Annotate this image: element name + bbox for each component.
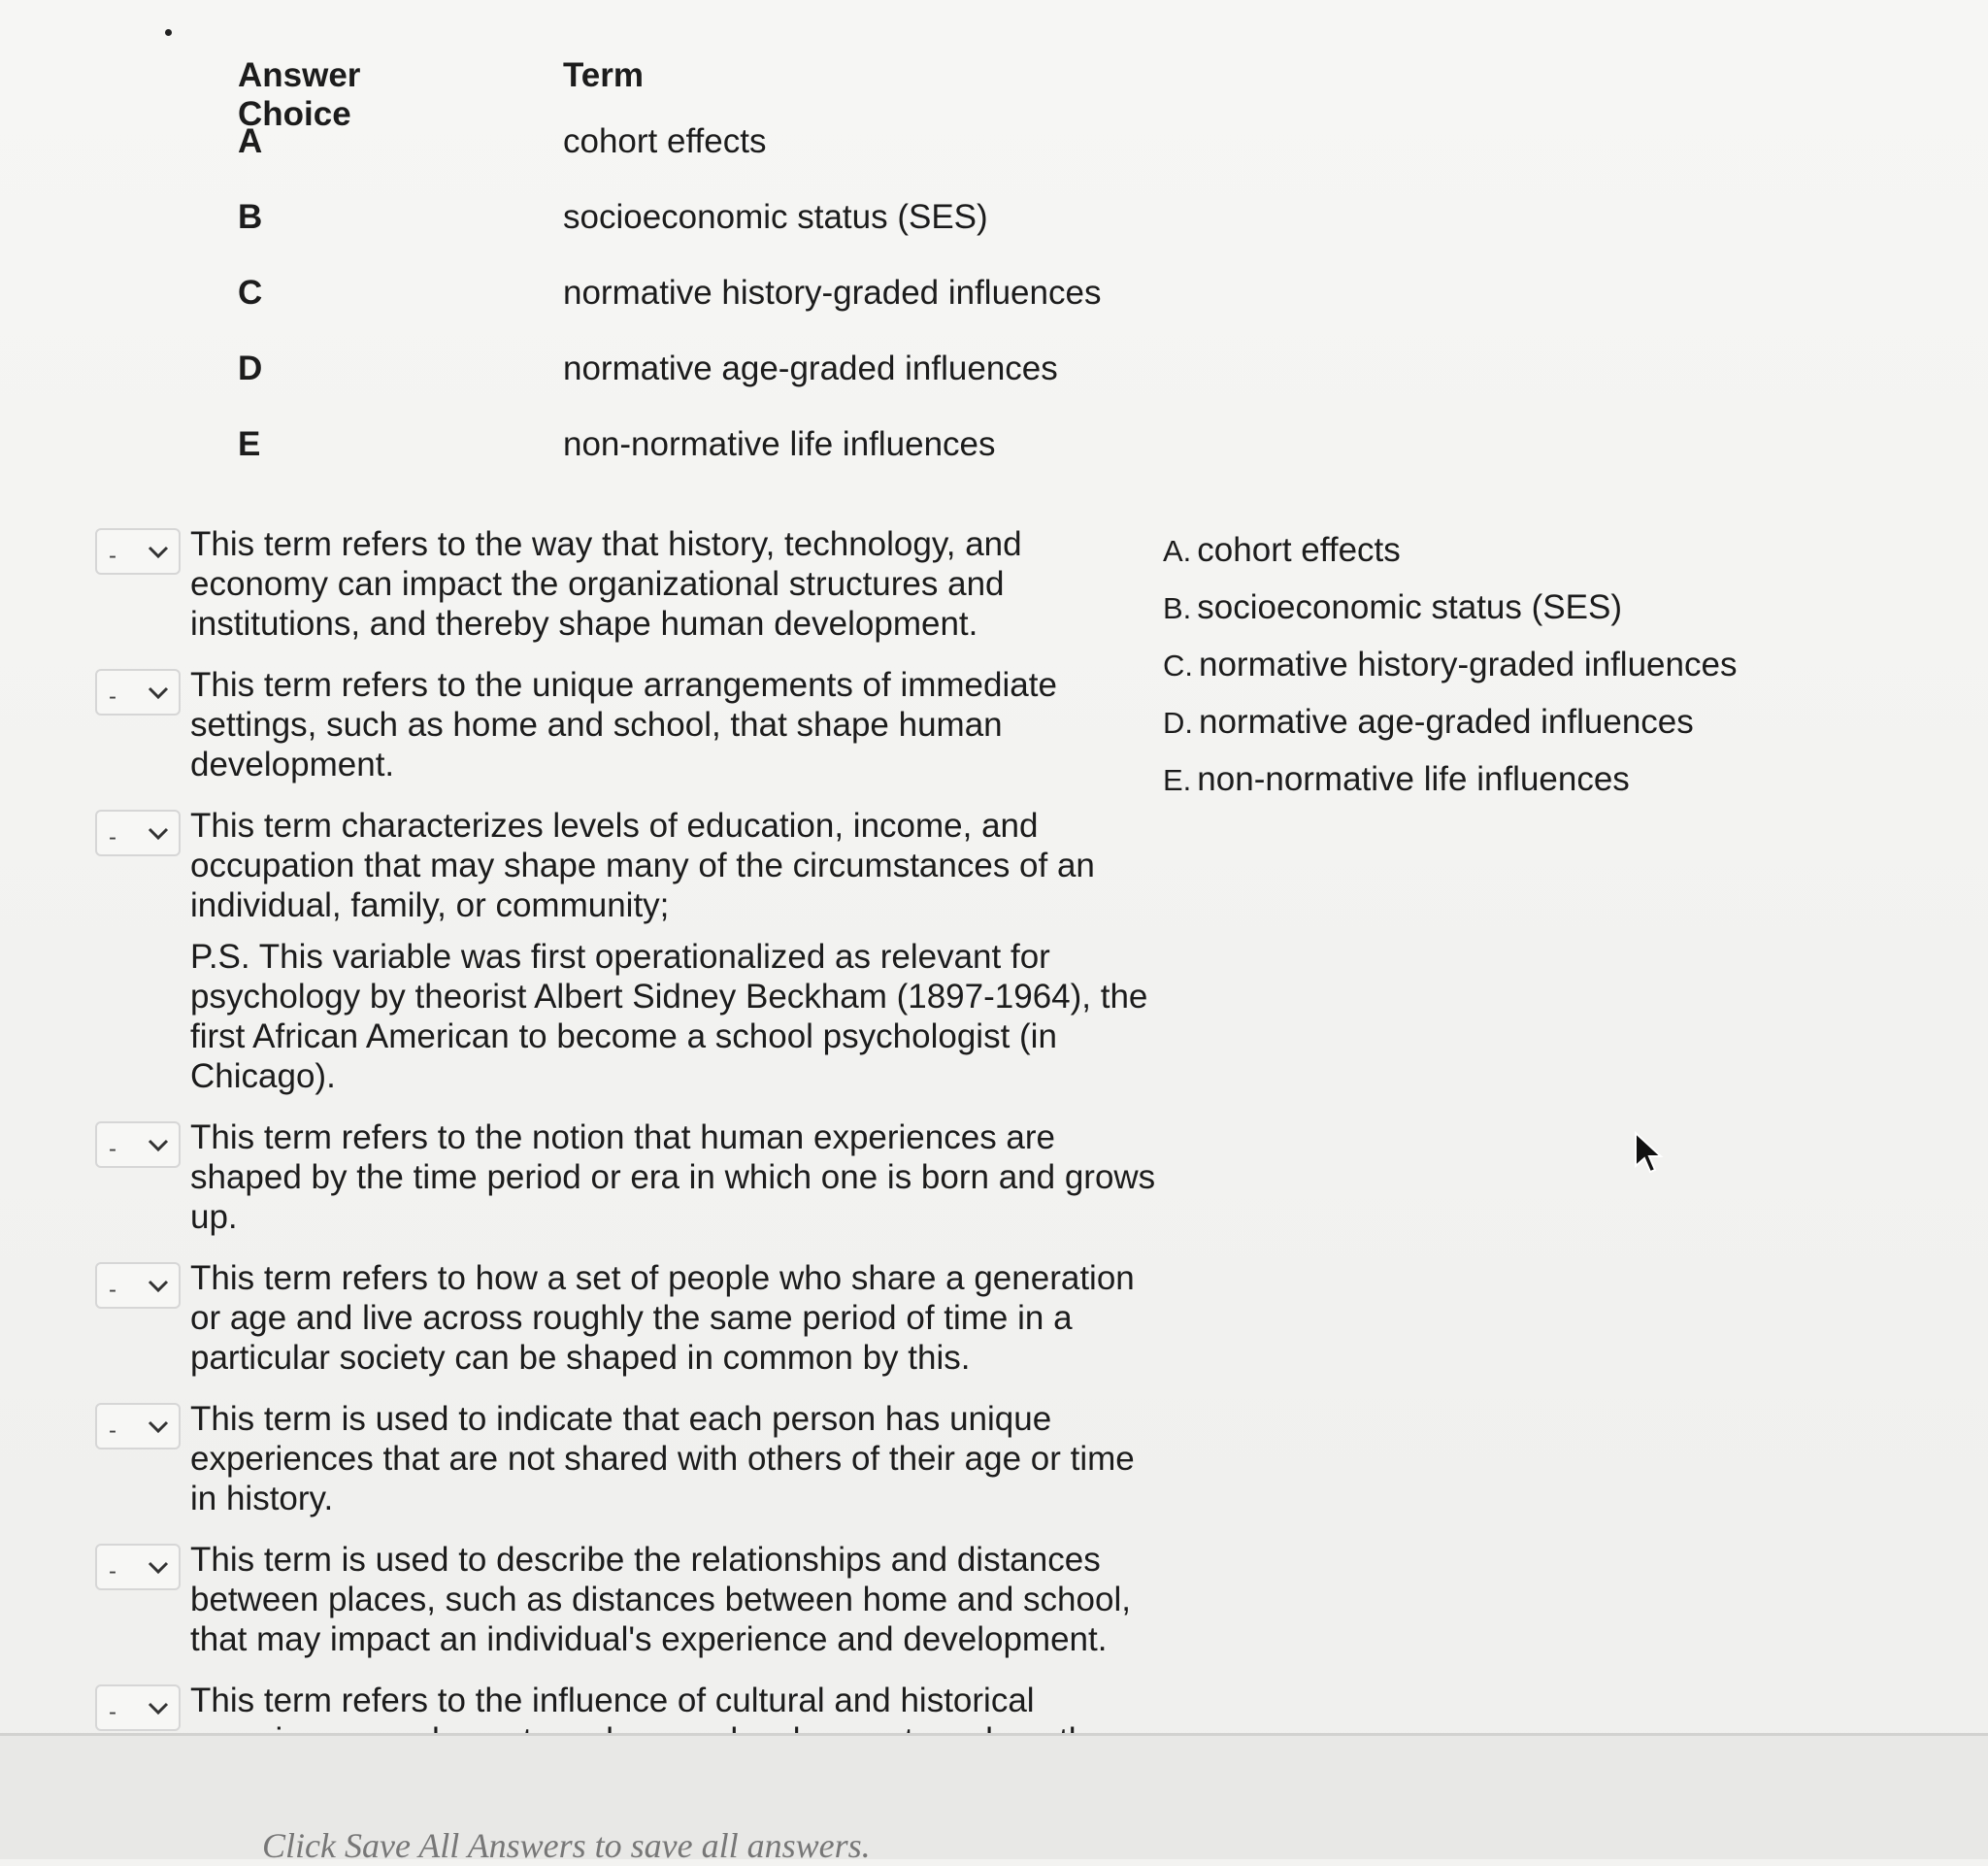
dropdown-selected-value: - (109, 824, 116, 850)
dropdown-selected-value: - (109, 543, 116, 569)
chevron-down-icon (144, 1127, 173, 1162)
answer-option (1163, 694, 1737, 751)
question-item (87, 1540, 1175, 1659)
question-text: This term refers to the influence of cultural and historical (190, 1682, 1035, 1719)
answer-option (1163, 522, 1737, 580)
question-text: This term is used to describe the relationships and distances between places, such as distances between home and school, that may impact an individual's experience and development. (190, 1541, 1131, 1658)
option-letter: A. (1163, 534, 1192, 568)
answer-option (1163, 751, 1737, 809)
dropdown-selected-value: - (109, 683, 116, 710)
matching-questions (87, 524, 1175, 1782)
question-item (87, 524, 1175, 644)
answer-key-letter: E (238, 425, 261, 463)
question-text: This term refers to how a set of people who share a generation or age and live across roughly the same period of time in a particular society can be shaped in common by this. (190, 1259, 1135, 1377)
chevron-down-icon (144, 534, 173, 569)
chevron-down-icon (144, 1409, 173, 1444)
list-bullet (165, 29, 172, 36)
question-text: This term refers to the unique arrangements of immediate settings, such as home and school, that shape human development. (190, 666, 1057, 783)
option-letter: B. (1163, 591, 1192, 625)
answer-options-list (1163, 522, 1737, 809)
dropdown-selected-value: - (109, 1136, 116, 1162)
question-item (87, 806, 1175, 1096)
option-term: normative history-graded influences (1199, 646, 1738, 683)
chevron-down-icon (144, 675, 173, 710)
dropdown-selected-value: - (109, 1277, 116, 1303)
question-postscript: P.S. This variable was first operationalized as relevant for psychology by theorist Albert Sidney Beckham (1897-1964), the first African American to become a school psychologist (in Chicago). (190, 938, 1148, 1095)
term-header: Term (563, 56, 644, 94)
answer-dropdown[interactable] (95, 669, 181, 716)
answer-key-term: socioeconomic status (SES) (563, 198, 988, 236)
answer-dropdown[interactable] (95, 1262, 181, 1309)
question-text: This term refers to the way that history, technology, and economy can impact the organizational structures and institutions, and thereby shape human development. (190, 525, 1022, 643)
option-letter: E. (1163, 763, 1192, 797)
question-text: This term refers to the notion that human experiences are shaped by the time period or era in which one is born and grows up. (190, 1118, 1156, 1236)
answer-dropdown[interactable] (95, 528, 181, 575)
answer-key-term: normative age-graded influences (563, 350, 1058, 387)
option-term: socioeconomic status (SES) (1197, 588, 1622, 626)
answer-dropdown[interactable] (95, 810, 181, 856)
answer-dropdown[interactable] (95, 1121, 181, 1168)
option-term: non-normative life influences (1197, 760, 1630, 798)
option-letter: D. (1163, 706, 1193, 740)
answer-key-letter: D (238, 350, 263, 387)
answer-key-letter: B (238, 198, 263, 236)
mouse-pointer-icon (1634, 1131, 1665, 1178)
answer-dropdown[interactable] (95, 1684, 181, 1731)
question-item (87, 1117, 1175, 1237)
save-instructions: Click Save All Answers to save all answers. (262, 1826, 871, 1865)
dropdown-selected-value: - (109, 1417, 116, 1444)
question-text: This term is used to indicate that each person has unique experiences that are not shared with others of their age or time in history. (190, 1400, 1135, 1517)
answer-key-term: cohort effects (563, 122, 767, 160)
chevron-down-icon (144, 1549, 173, 1584)
answer-key-term: non-normative life influences (563, 425, 996, 463)
question-item (87, 1399, 1175, 1518)
dropdown-selected-value: - (109, 1699, 116, 1725)
option-letter: C. (1163, 649, 1193, 683)
answer-key-term: normative history-graded influences (563, 274, 1102, 312)
answer-dropdown[interactable] (95, 1544, 181, 1590)
question-item (87, 665, 1175, 784)
option-term: cohort effects (1197, 531, 1401, 569)
answer-dropdown[interactable] (95, 1403, 181, 1449)
answer-key-letter: C (238, 274, 263, 312)
answer-option (1163, 580, 1737, 637)
answer-option (1163, 637, 1737, 694)
answer-choice-header: Answer Choice (238, 56, 361, 133)
question-text: This term characterizes levels of education, income, and occupation that may shape many of the circumstances of an individual, family, or community; (190, 807, 1095, 924)
option-term: normative age-graded influences (1199, 703, 1694, 741)
dropdown-selected-value: - (109, 1558, 116, 1584)
chevron-down-icon (144, 816, 173, 850)
answer-key-letter: A (238, 122, 263, 160)
question-item (87, 1258, 1175, 1378)
chevron-down-icon (144, 1690, 173, 1725)
chevron-down-icon (144, 1268, 173, 1303)
